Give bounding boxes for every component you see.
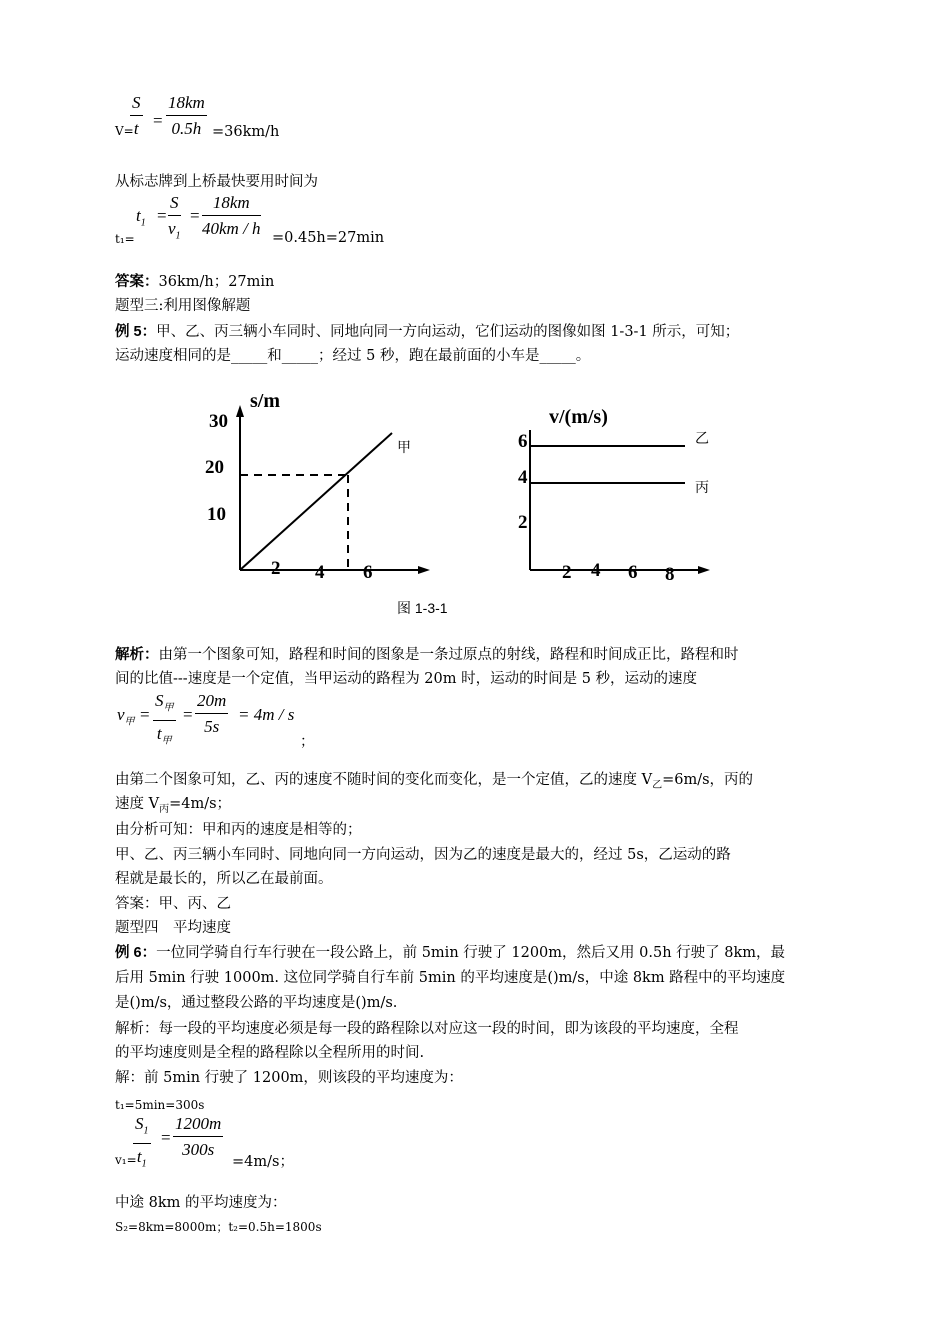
analysis2-line1: 解析：每一段的平均速度必须是每一段的路程除以对应这一段的时间，即为该段的平均速度，全程 xyxy=(115,1021,739,1037)
answer-2: 答案：甲、丙、乙 xyxy=(115,896,231,912)
series-label-甲: 甲 xyxy=(397,441,411,456)
example-5-line2: 运动速度相同的是_____和_____；经过 5 秒，跑在最前面的小车是_____。 xyxy=(115,348,591,364)
analysis-line1: 解析：由第一个图象可知，路程和时间的图象是一条过原点的射线，路程和时间成正比，路程和时 xyxy=(115,647,739,663)
x-tick-2: 2 xyxy=(271,558,281,579)
equals-sign: = xyxy=(153,111,163,130)
answer-1: 答案：36km/h；27min xyxy=(115,274,275,290)
v1-denominator: $v_1$ xyxy=(168,219,181,242)
v-jia-symbol: $v_甲$ xyxy=(117,705,135,728)
formula1-lhs: V= xyxy=(115,124,134,138)
series-label-丙: 丙 xyxy=(695,481,709,496)
fraction-20m-over-5s: $\frac{20m}{5s}$ xyxy=(197,691,227,736)
x-axis-arrow xyxy=(698,566,710,574)
analysis-line4: 速度 $V_丙=4m/s$； xyxy=(115,796,232,815)
s-t-chart xyxy=(195,385,445,585)
solution-line1: 解：前 5min 行驶了 1200m，则该段的平均速度为： xyxy=(115,1070,463,1086)
fraction-s-over-t: $\frac{S}{t}$ xyxy=(132,93,141,138)
x-tick-2: 2 xyxy=(562,562,572,583)
y-tick-10: 10 xyxy=(207,504,226,525)
analysis-line3: 由第二个图象可知，乙、丙的速度不随时间的变化而变化，是一个定值，乙的速度 $V_乙=6m/s$，丙的 xyxy=(115,772,754,791)
fraction-1200m-over-300s: $\frac{1200m}{300s}$ xyxy=(175,1114,222,1159)
y-tick-20: 20 xyxy=(205,457,224,478)
solution-line2: t₁=5min=300s xyxy=(115,1098,205,1112)
fraction-s-jia-over-t-jia: $S_甲$ $t_甲$ xyxy=(155,691,174,747)
type-4-heading: 题型四 平均速度 xyxy=(115,920,231,936)
fraction-18km-over-40kmh: $\frac{18km}{40km / h}$ xyxy=(202,193,261,238)
example-5-line1: 例 5：甲、乙、丙三辆小车同时、同地向同一方向运动，它们运动的图像如图 1-3-1 所示，可知； xyxy=(115,324,740,340)
series-line-甲 xyxy=(240,433,392,570)
equals-sign: = xyxy=(157,206,167,225)
analysis-line2: 间的比值---速度是一个定值，当甲运动的路程为 20m 时，运动的时间是 5 秒，运动的速度 xyxy=(115,671,698,687)
example-6-line3: 是()m/s，通过整段公路的平均速度是()m/s. xyxy=(115,995,398,1011)
formula4-lhs: v₁= xyxy=(115,1153,137,1167)
x-tick-6: 6 xyxy=(363,562,373,583)
y-tick-4: 4 xyxy=(518,467,528,488)
example-6-line1: 例 6：一位同学骑自行车行驶在一段公路上，前 5min 行驶了 1200m，然后又用 0.5h 行驶了 8km，最 xyxy=(115,945,786,961)
equals-sign: = xyxy=(190,206,200,225)
question-text: 从标志牌到上桥最快要用时间为 xyxy=(115,174,318,190)
y-tick-2: 2 xyxy=(518,512,528,533)
figure-caption: 图 1-3-1 xyxy=(397,600,448,616)
midway-line1: 中途 8km 的平均速度为： xyxy=(115,1195,287,1211)
formula2-result: =0.45h=27min xyxy=(272,230,385,246)
x-tick-6: 6 xyxy=(628,562,638,583)
formula3-tail: ； xyxy=(300,734,315,750)
analysis-line5: 由分析可知：甲和丙的速度是相等的； xyxy=(115,822,362,838)
fraction-s-over-v1: $\frac{S}{v_1}$ xyxy=(168,192,181,247)
y-tick-30: 30 xyxy=(209,411,228,432)
analysis-line7: 程就是最长的，所以乙在最前面。 xyxy=(115,871,333,887)
equals-sign: = xyxy=(183,705,193,724)
y-axis-arrow xyxy=(236,405,244,417)
type-3-heading: 题型三:利用图像解题 xyxy=(115,298,251,314)
x-tick-4: 4 xyxy=(315,562,325,583)
x-axis-arrow xyxy=(418,566,430,574)
x-tick-8: 8 xyxy=(665,564,675,585)
v-t-chart xyxy=(505,400,730,585)
example-6-line2: 后用 5min 行驶 1000m. 这位同学骑自行车前 5min 的平均速度是()m/s，中途 8km 路程中的平均速度 xyxy=(115,970,786,986)
x-tick-4: 4 xyxy=(591,560,601,581)
y-axis-label: v/(m/s) xyxy=(549,406,608,428)
series-label-乙: 乙 xyxy=(695,432,709,447)
fraction-18km-over-0.5h: $\frac{18km}{0.5h}$ xyxy=(168,93,205,138)
y-axis-label: s/m xyxy=(250,390,280,412)
formula4-result: =4m/s； xyxy=(232,1154,294,1170)
midway-line2: S₂=8km=8000m；t₂=0.5h=1800s xyxy=(115,1220,322,1234)
formula2-lhs: t₁= xyxy=(115,232,135,246)
fraction-s1-over-t1: $\frac{S_1}{t_1}$ xyxy=(135,1114,149,1170)
analysis2-line2: 的平均速度则是全程的路程除以全程所用的时间. xyxy=(115,1045,425,1061)
formula1-result: =36km/h xyxy=(212,124,280,140)
analysis-line6: 甲、乙、丙三辆小车同时、同地向同一方向运动，因为乙的速度是最大的，经过 5s，乙运动的路 xyxy=(115,847,731,863)
t1-symbol: $t_1$ xyxy=(136,206,146,229)
equals-sign: = xyxy=(140,705,150,724)
equals-sign: = xyxy=(161,1128,171,1147)
y-tick-6: 6 xyxy=(518,431,528,452)
formula3-result: = 4m / s xyxy=(238,705,295,724)
